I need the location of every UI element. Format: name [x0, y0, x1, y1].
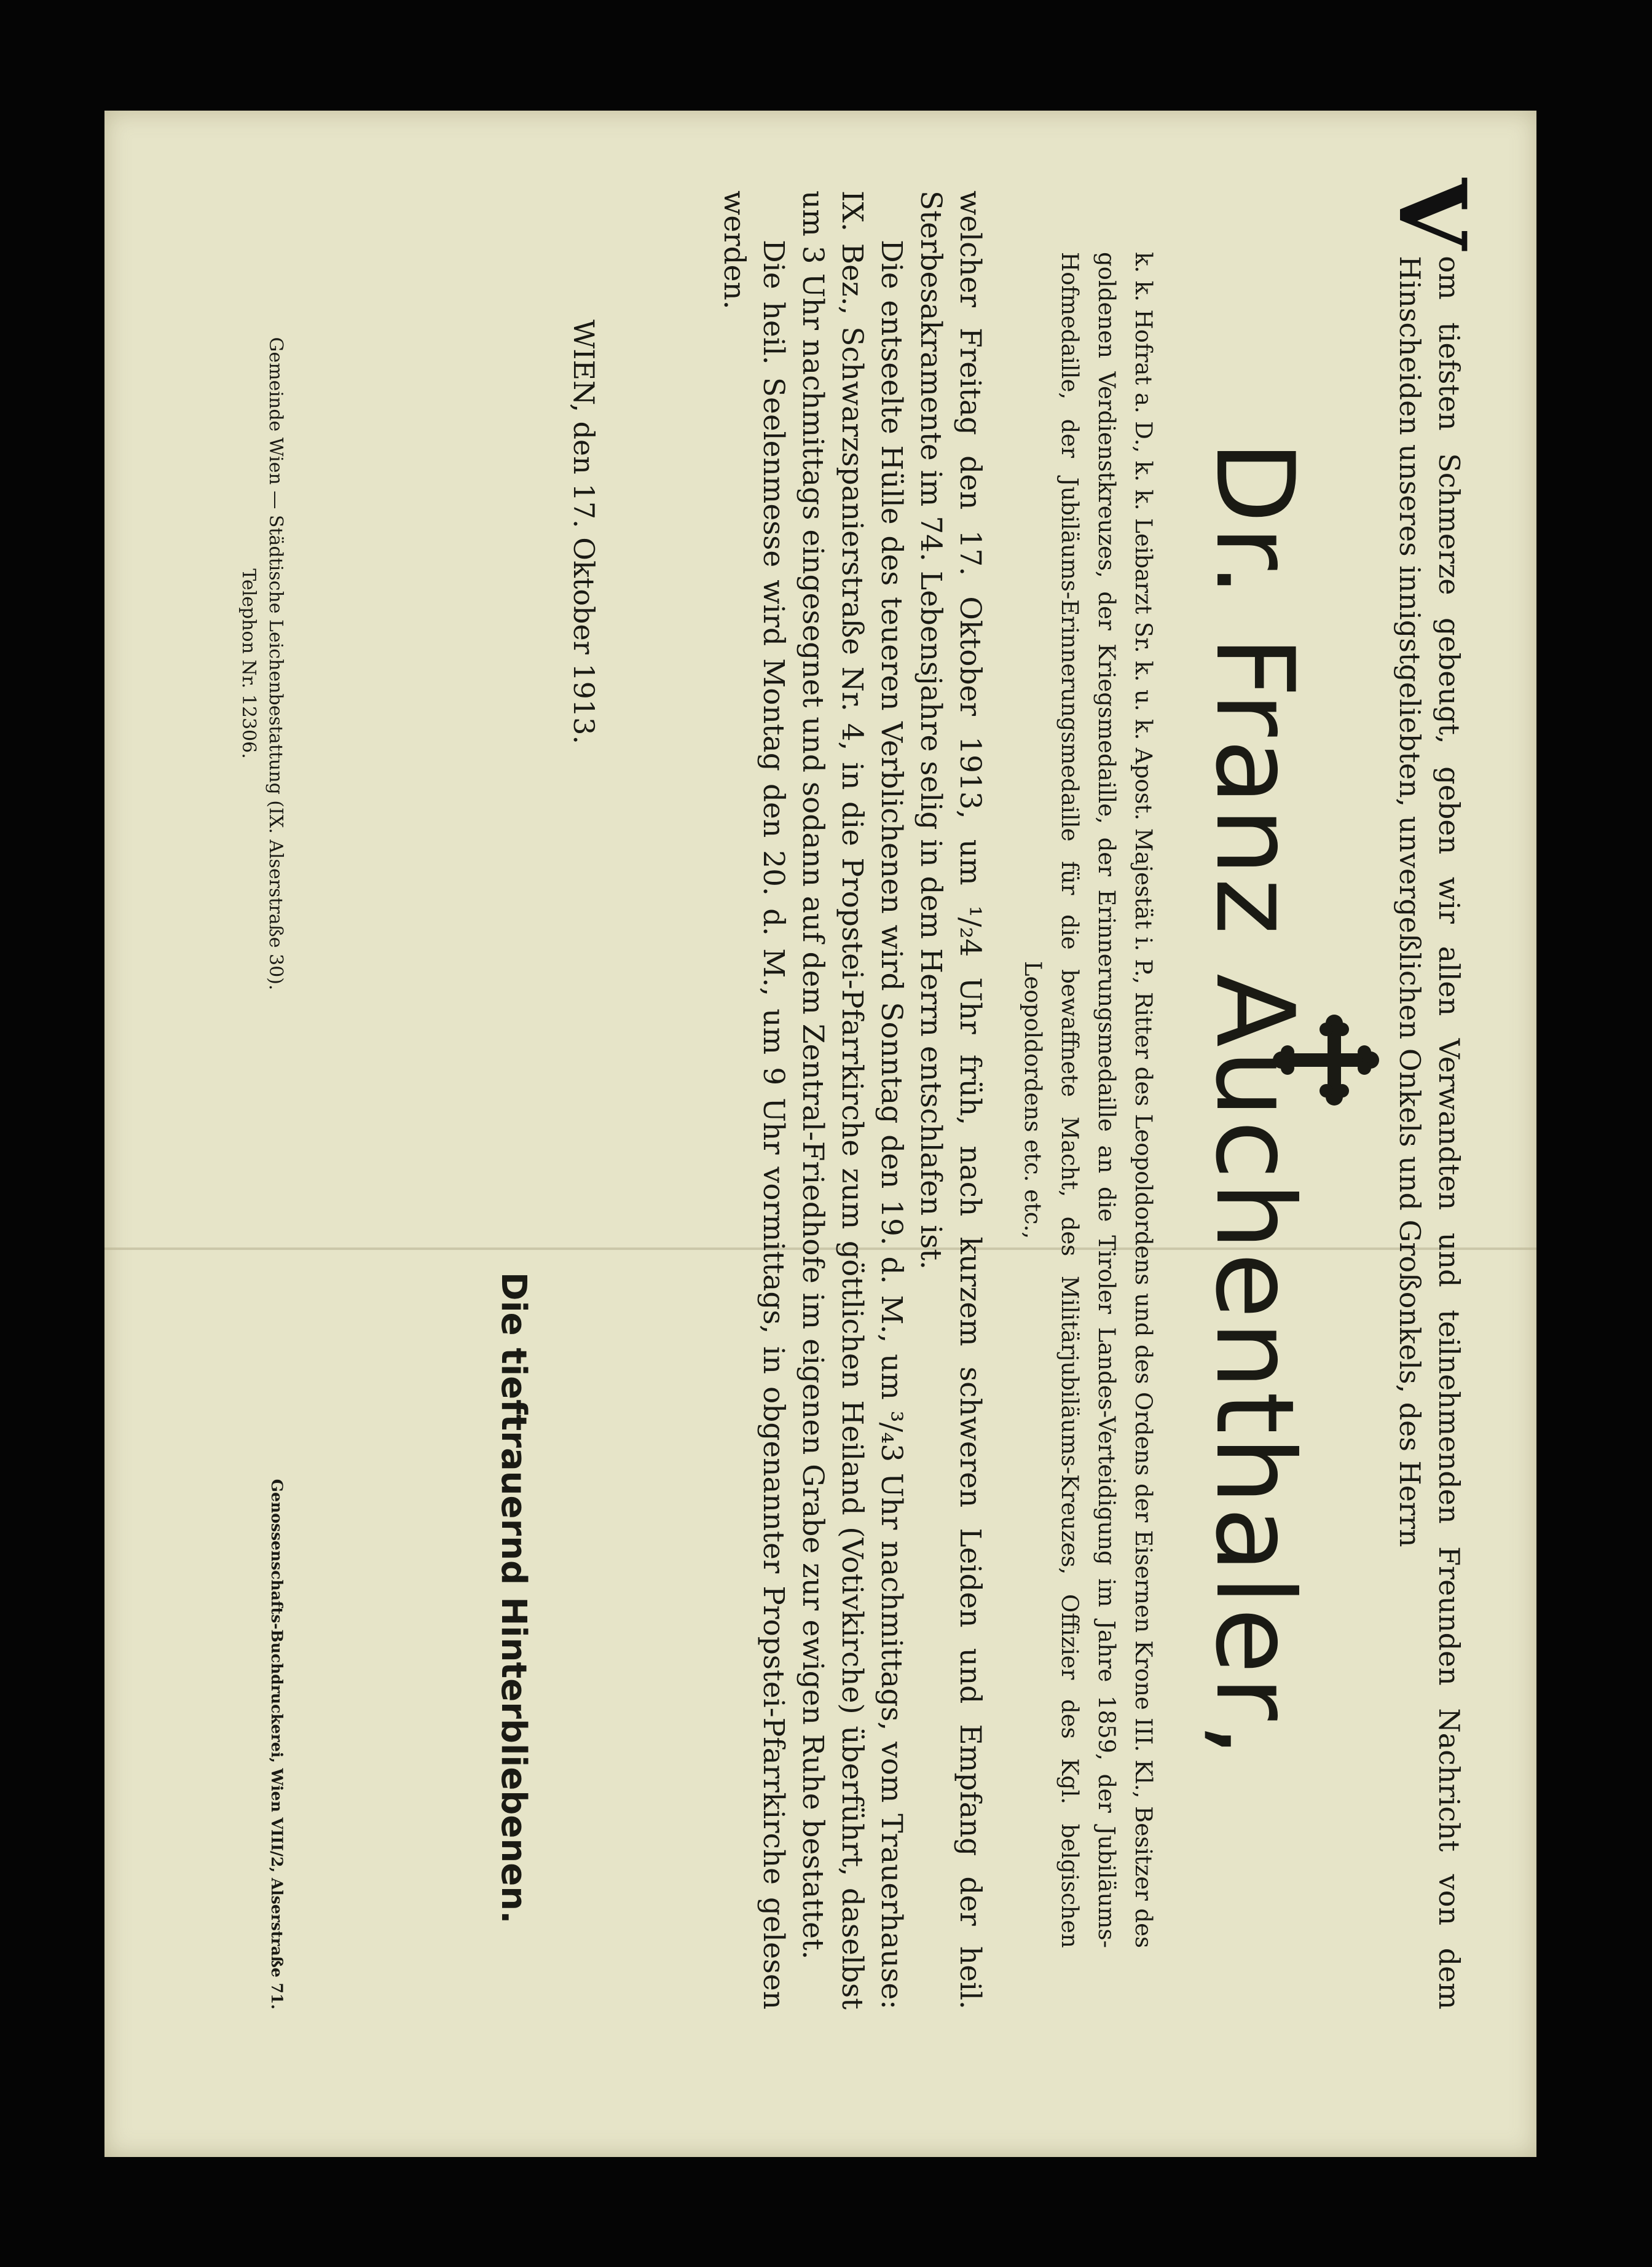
paper-sheet [104, 111, 1536, 2157]
mass-paragraph: Die heil. Seelenmesse wird Montag den 20. d. M., um 9 Uhr vormittags, in obgenannter Propstei-Pfarrkirche gelesen werden. [717, 191, 790, 2010]
footer-printer: Genossenschafts-Buchdruckerei, Wien VIII/2, Alserstraße 71. [268, 1479, 286, 2010]
footer-funeral-service-line1: Gemeinde Wien — Städtische Leichenbestattung (IX. Alserstraße 30). [265, 337, 286, 991]
place-date: WIEN, den 17. Oktober 1913. [567, 320, 600, 745]
deceased-name: Dr. Franz Auchenthaler, [1192, 440, 1316, 1760]
footer-funeral-service [235, 203, 289, 1125]
intro-text: om tiefsten Schmerze gebeugt, geben wir allen Verwandten und teilnehmenden Freunden Nachricht von dem Hinscheiden unseres innigstgeliebten, unvergeßlichen Onkels und Großonkels, des Herrn [1393, 256, 1466, 2010]
footer-funeral-service-line2: Telephon Nr. 12306. [238, 568, 259, 759]
death-notice [172, 178, 1493, 2022]
death-paragraph: welcher Freitag den 17. Oktober 1913, um ¹/₂4 Uhr früh, nach kurzem schweren Leiden und Empfang der heil. Sterbesakramente im 74. Lebensjahre selig in dem Herrn entschlafen ist. [914, 191, 987, 2010]
funeral-paragraph: Die entseelte Hülle des teueren Verblichenen wird Sonntag den 19. d. M., um ³/₄3 Uhr nachmittags, vom Trauerhause: IX. Bez., Schwarzspanierstraße Nr. 4, in die Propstei-Pfarrkirche zum göttlichen Heiland (Votivkirche) überführt, daselbst um 3 Uhr nachmittags eingesegnet und sodann auf dem Zentral-Friedhofe im eigenen Grabe zur ewigen Ruhe bestattet. [796, 191, 908, 2010]
closing-signature: Die tieftrauernd Hinterbliebenen. [494, 1272, 533, 1924]
intro-paragraph [1378, 178, 1486, 2010]
notice-body [714, 191, 989, 2010]
titles-paragraph: k. k. Hofrat a. D., k. k. Leibarzt Sr. k. u. k. Apost. Majestät i. P., Ritter des Leopoldordens und des Ordens der Eisernen Krone III. Kl., Besitzer des goldenen Verdienstkreuzes, der Kriegsmedaille, der Erinnerungsmedaille an die Tiroler Landes-Verteidigung im Jahre 1859, der Jubiläums-Hofmedaille, der Jubiläums-Erinnerungsmedaille für die bewaffnete Macht, des Militärjubiläums-Kreuzes, Offizier des Kgl. belgischen Leopoldordens etc. etc., [1020, 252, 1157, 1948]
decorative-initial: V [1378, 178, 1486, 250]
